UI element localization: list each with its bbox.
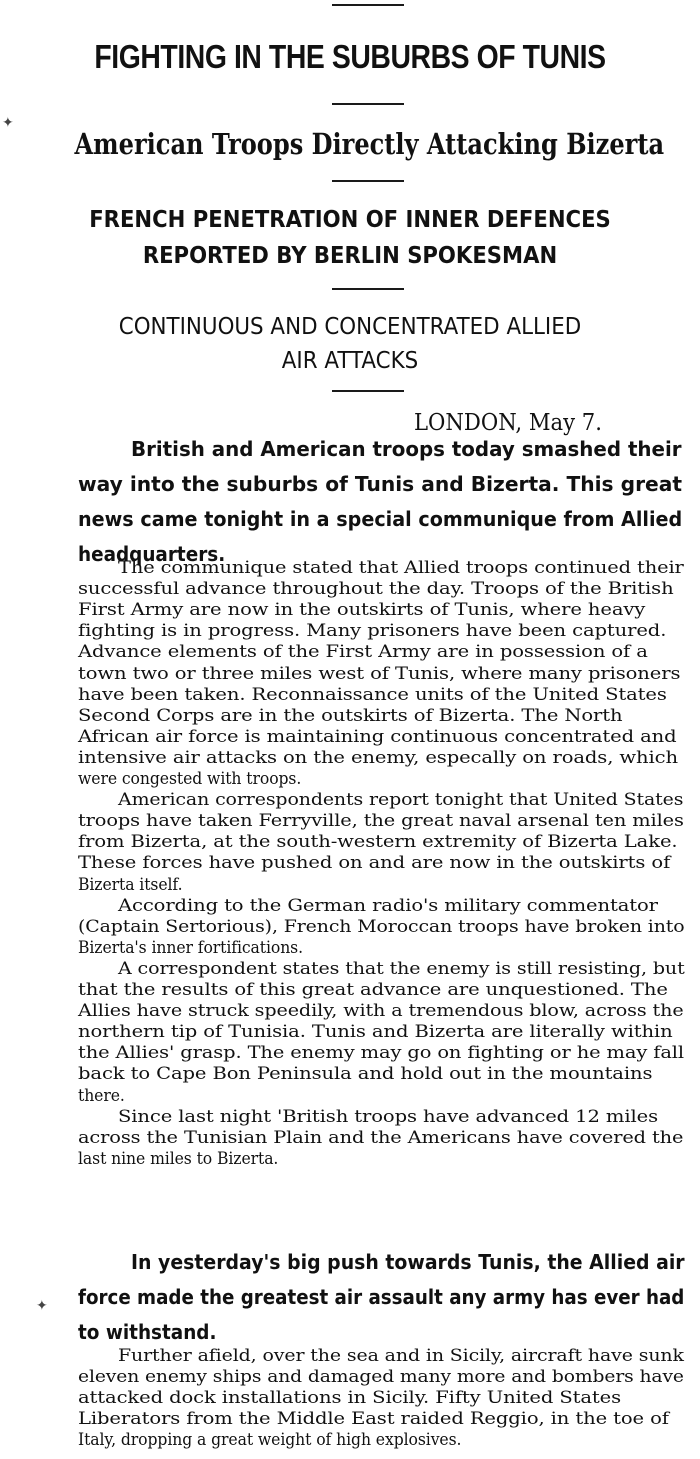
text-line: Bizerta's inner fortifications. (78, 937, 303, 958)
print-speck: ✦ (36, 1298, 48, 1314)
text-line: eleven enemy ships and damaged many more and bombers have (78, 1367, 684, 1388)
headline-fourth (25, 310, 676, 378)
text-line: back to Cape Bon Peninsula and hold out in the mountains (78, 1064, 653, 1085)
text-line: British and American troops today smashed their (131, 437, 682, 461)
text-line: news came tonight in a special communique from Allied (78, 507, 683, 531)
text-line: have been taken. Reconnaissance units of the United States (78, 684, 667, 705)
text-line: headquarters. (78, 542, 226, 566)
text-line: Since last night 'British troops have advanced 12 miles (118, 1106, 658, 1127)
text-line: A correspondent states that the enemy is still resisting, but (118, 958, 685, 979)
text-line: First Army are now in the outskirts of Tunis, where heavy (78, 600, 646, 621)
headline-third-line: FRENCH PENETRATION OF INNER DEFENCES (89, 207, 611, 233)
text-line: Italy, dropping a great weight of high explosives. (78, 1430, 462, 1451)
headline-second: American Troops Directly Attacking Bizerta (74, 127, 665, 161)
print-speck: ✦ (2, 115, 14, 131)
text-line: across the Tunisian Plain and the Americans have covered the (78, 1127, 684, 1148)
text-line: Second Corps are in the outskirts of Bizerta. The North (78, 705, 623, 726)
text-line: American correspondents report tonight that United States (118, 790, 684, 811)
text-line: last nine miles to Bizerta. (78, 1148, 279, 1169)
text-line: that the results of this great advance are unquestioned. The (78, 980, 668, 1000)
text-line: Advance elements of the First Army are in possession of a (78, 642, 648, 663)
headline-third (28, 202, 672, 274)
text-line: fighting is in progress. Many prisoners have been captured. (78, 621, 667, 642)
text-line: African air force is maintaining continuous concentrated and (78, 726, 677, 747)
text-line: (Captain Sertorious), French Moroccan troops have broken into (78, 916, 685, 937)
headline-fourth-line: AIR ATTACKS (281, 348, 419, 374)
text-line: These forces have pushed on and are now in the outskirts of (78, 853, 671, 874)
text-line: northern tip of Tunisia. Tunis and Bizerta are literally within (78, 1022, 673, 1043)
text-line: The communique stated that Allied troops continued their (118, 558, 684, 578)
text-line: successful advance throughout the day. Troops of the British (78, 579, 674, 600)
headline-main: FIGHTING IN THE SUBURBS OF TUNIS (94, 38, 606, 75)
rule-top (332, 4, 404, 6)
text-line: attacked dock installations in Sicily. Fifty United States (78, 1388, 622, 1409)
text-line: force made the greatest air assault any army has ever had (78, 1285, 685, 1309)
dateline: LONDON, May 7. (414, 410, 602, 436)
text-line: to withstand. (78, 1320, 217, 1344)
text-line: Liberators from the Middle East raided Reggio, in the toe of (78, 1409, 669, 1430)
text-line: were congested with troops. (78, 769, 302, 789)
rule-1 (332, 103, 404, 105)
text-line: there. (78, 1085, 125, 1106)
headline-third-line: REPORTED BY BERLIN SPOKESMAN (142, 243, 558, 269)
rule-4 (332, 390, 404, 392)
text-line: Allies have struck speedily, with a tremendous blow, across the (78, 1001, 684, 1022)
text-line: from Bizerta, at the south-western extremity of Bizerta Lake. (78, 832, 678, 853)
text-line: troops have taken Ferryville, the great naval arsenal ten miles (78, 811, 684, 832)
text-line: According to the German radio's military commentator (118, 895, 658, 916)
text-line: Further afield, over the sea and in Sicily, aircraft have sunk (118, 1346, 684, 1366)
text-line: intensive air attacks on the enemy, especally on roads, which (78, 747, 678, 768)
text-line: way into the suburbs of Tunis and Bizerta. This great (78, 472, 683, 496)
headline-fourth-line: CONTINUOUS AND CONCENTRATED ALLIED (118, 314, 582, 340)
text-line: town two or three miles west of Tunis, where many prisoners (78, 663, 681, 684)
text-line: the Allies' grasp. The enemy may go on fighting or he may fall (78, 1043, 685, 1064)
text-line: In yesterday's big push towards Tunis, the Allied air (131, 1250, 685, 1274)
rule-3 (332, 288, 404, 290)
text-line: Bizerta itself. (78, 874, 183, 895)
rule-2 (332, 180, 404, 182)
